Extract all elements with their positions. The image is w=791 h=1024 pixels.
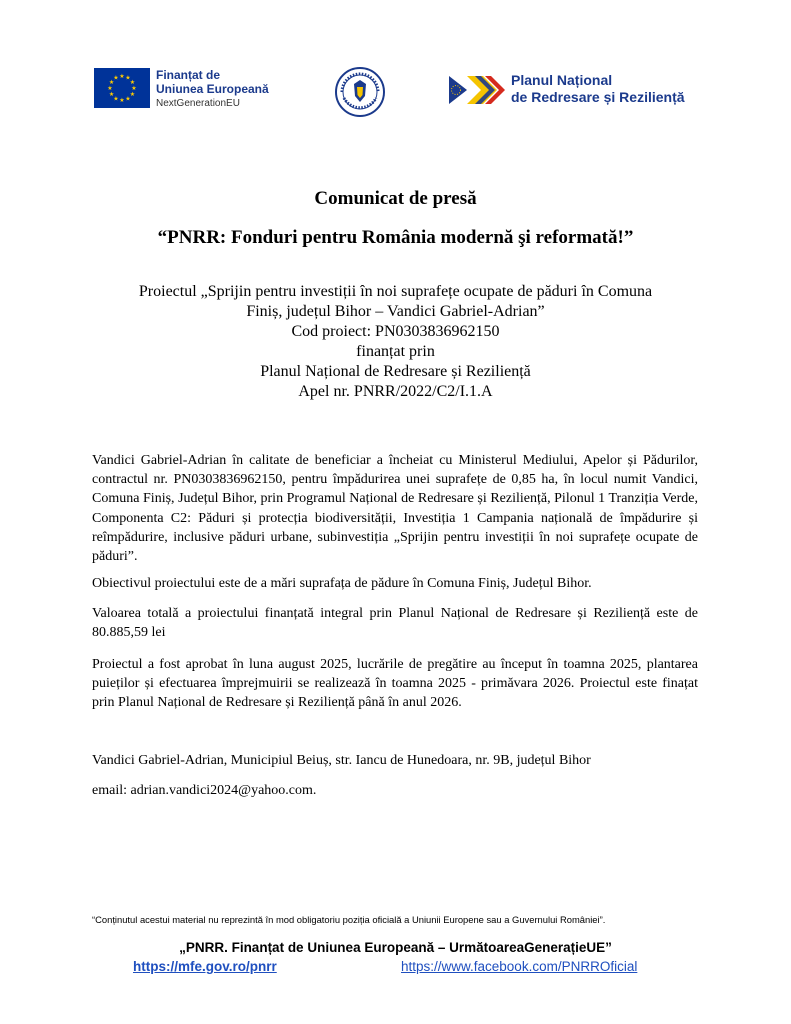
svg-text:★: ★ xyxy=(113,74,119,82)
project-line-2: Finiș, județul Bihor – Vandici Gabriel-Adrian” xyxy=(246,303,545,320)
body-paragraph-2: Obiectivul proiectului este de a mări suprafața de pădure în Comuna Finiș, Județul Bihor. xyxy=(92,576,592,591)
svg-text:★: ★ xyxy=(108,79,115,86)
pnrr-logo xyxy=(449,72,709,110)
mfe-pnrr-link[interactable]: https://mfe.gov.ro/pnrr xyxy=(133,959,277,974)
press-release-subtitle: “PNRR: Fonduri pentru România modernă şi reformată!” xyxy=(157,227,634,248)
eu-logo-line1: Finanțat de xyxy=(156,68,221,82)
body-paragraph-3: Valoarea totală a proiectului finanțată integral prin Planul Național de Redresare și Reziliență este de 80.885,59 lei xyxy=(92,606,698,641)
pnrr-arrows-icon xyxy=(449,74,507,111)
project-info-block xyxy=(0,282,791,402)
eu-logo-line2: Uniunea Europeană xyxy=(156,82,269,96)
footer-slogan: „PNRR. Finanțat de Uniunea Europeană – UrmătoareaGenerațieUE” xyxy=(179,940,612,955)
svg-text:★: ★ xyxy=(131,85,137,92)
romanian-government-seal-icon xyxy=(334,66,386,118)
svg-text:★: ★ xyxy=(107,85,113,92)
eu-flag-icon xyxy=(94,68,150,108)
svg-text:★: ★ xyxy=(119,97,125,104)
pnrr-logo-line2: de Redresare și Reziliență xyxy=(511,89,685,105)
svg-text:★: ★ xyxy=(125,74,131,82)
svg-text:★: ★ xyxy=(125,95,131,103)
svg-text:★: ★ xyxy=(108,91,115,98)
project-call-number: Apel nr. PNRR/2022/C2/I.1.A xyxy=(298,383,493,400)
contact-email: email: adrian.vandici2024@yahoo.com. xyxy=(92,783,317,798)
footer-disclaimer: “Conținutul acestui material nu reprezintă în mod obligatoriu poziția oficială a Uniunii Europene sau a Guvernului României”. xyxy=(92,914,606,925)
svg-text:★: ★ xyxy=(113,95,119,103)
press-release-title: Comunicat de presă xyxy=(314,188,477,209)
pnrr-logo-line1: Planul Național xyxy=(511,72,613,88)
eu-funding-logo xyxy=(94,68,294,112)
project-line-5: Planul Național de Redresare și Reziliență xyxy=(260,363,531,380)
body-paragraph-1: Vandici Gabriel-Adrian în calitate de beneficiar a încheiat cu Ministerul Mediului, Apelor și Pădurilor, contractul nr. PN0303836962150, pentru împădurirea unei suprafețe de 0,85 ha, în locul numit Vandici, Comuna Finiș, Județul Bihor, prin Programul Național de Redresare și Reziliență, Pilonul 1 Tranziția Verde, Componenta C2: Păduri și protecția biodiversității, Investiția 1 Campania națională de împădurire și reîmpădurire, inclusive păduri urbane, subinvestiția „Sprijin pentru investiții în noi suprafețe ocupate de păduri”. xyxy=(92,453,698,565)
contact-address: Vandici Gabriel-Adrian, Municipiul Beiuș, str. Iancu de Hunedoara, nr. 9B, județul Bihor xyxy=(92,753,591,768)
eu-logo-line3: NextGenerationEU xyxy=(156,98,240,109)
svg-text:★: ★ xyxy=(129,79,136,86)
svg-text:★: ★ xyxy=(119,73,125,80)
facebook-pnrr-link[interactable]: https://www.facebook.com/PNRROficial xyxy=(401,959,638,974)
project-line-1: Proiectul „Sprijin pentru investiții în noi suprafețe ocupate de păduri în Comuna xyxy=(138,283,653,300)
project-line-4: finanțat prin xyxy=(356,343,435,360)
svg-text:★: ★ xyxy=(129,91,136,98)
project-code: Cod proiect: PN0303836962150 xyxy=(291,323,500,340)
body-paragraph-4: Proiectul a fost aprobat în luna august 2025, lucrările de pregătire au început în toamna 2025, plantarea puieților și efectuarea împrejmuirii se realizează în toamna 2025 - primăvara 2026. Proiectul este finațat prin Planul Național de Redresare și Reziliență până în anul 2026. xyxy=(92,657,698,711)
